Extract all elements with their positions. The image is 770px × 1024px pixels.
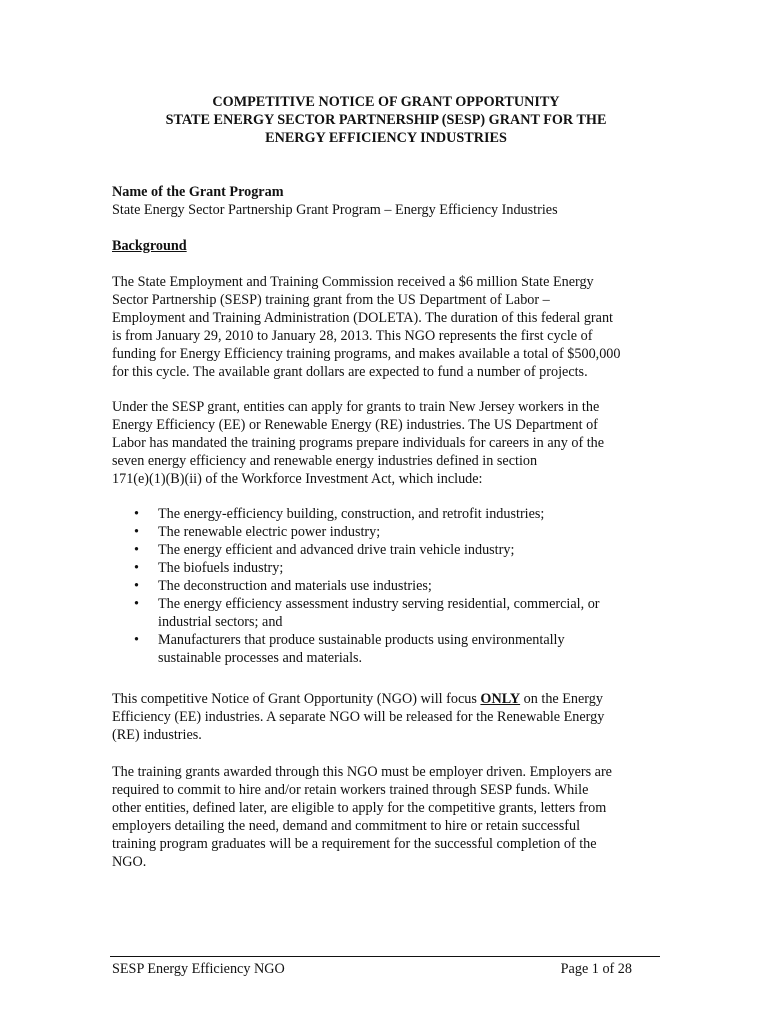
paragraph-line: training program graduates will be a requirement for the successful completion of the (112, 836, 597, 852)
paragraph-line (112, 690, 652, 708)
paragraph-line: employers detailing the need, demand and commitment to hire or retain successful (112, 818, 581, 834)
bullet-icon: • (134, 524, 139, 540)
paragraph-line: Employment and Training Administration (DOLETA). The duration of this federal grant (112, 310, 613, 326)
list-item-text: The energy efficient and advanced drive train vehicle industry; (158, 542, 515, 558)
paragraph-line: The training grants awarded through this NGO must be employer driven. Employers are (112, 764, 612, 780)
bullet-icon: • (134, 506, 139, 522)
title-line-2: STATE ENERGY SECTOR PARTNERSHIP (SESP) GRANT FOR THE (165, 112, 607, 128)
paragraph-line: (RE) industries. (112, 727, 202, 743)
background-paragraph-4 (112, 763, 652, 871)
emphasis-only: ONLY (480, 691, 521, 707)
list-item-text: The energy-efficiency building, construction, and retrofit industries; (158, 506, 545, 522)
background-paragraph-3 (112, 690, 652, 744)
paragraph-line: NGO. (112, 854, 147, 870)
list-item (112, 523, 672, 541)
background-paragraph-1 (112, 273, 652, 381)
paragraph-line: Sector Partnership (SESP) training grant from the US Department of Labor – (112, 292, 550, 308)
list-item (112, 631, 672, 667)
paragraph-line: The State Employment and Training Commission received a $6 million State Energy (112, 274, 594, 290)
document-title (100, 93, 672, 147)
list-item (112, 559, 672, 577)
list-item (112, 595, 672, 631)
bullet-icon: • (134, 542, 139, 558)
footer-document-name: SESP Energy Efficiency NGO (112, 961, 285, 977)
paragraph-line: Efficiency (EE) industries. A separate NGO will be released for the Renewable Energy (112, 709, 605, 725)
paragraph-line: for this cycle. The available grant dollars are expected to fund a number of projects. (112, 364, 588, 380)
paragraph-line: seven energy efficiency and renewable energy industries defined in section (112, 453, 538, 469)
paragraph-line: funding for Energy Efficiency training programs, and makes available a total of $500,000 (112, 346, 621, 362)
background-paragraph-2 (112, 398, 652, 488)
paragraph-line: 171(e)(1)(B)(ii) of the Workforce Investment Act, which include: (112, 471, 483, 487)
paragraph-line: required to commit to hire and/or retain workers trained through SESP funds. While (112, 782, 589, 798)
paragraph-line: other entities, defined later, are eligible to apply for the competitive grants, letters from (112, 800, 607, 816)
title-line-1: COMPETITIVE NOTICE OF GRANT OPPORTUNITY (212, 94, 560, 110)
list-item-text: The energy efficiency assessment industry serving residential, commercial, or (158, 596, 600, 612)
footer-divider (110, 956, 660, 957)
list-item-text: Manufacturers that produce sustainable products using environmentally (158, 632, 565, 648)
para3-pre: This competitive Notice of Grant Opportunity (NGO) will focus (112, 691, 481, 707)
program-heading: Name of the Grant Program (112, 184, 284, 200)
bullet-icon: • (134, 596, 139, 612)
background-heading: Background (112, 238, 187, 254)
list-item-text: The renewable electric power industry; (158, 524, 381, 540)
program-name: State Energy Sector Partnership Grant Program – Energy Efficiency Industries (112, 202, 558, 218)
paragraph-line: Under the SESP grant, entities can apply for grants to train New Jersey workers in the (112, 399, 600, 415)
list-item-text: sustainable processes and materials. (158, 650, 363, 666)
bullet-icon: • (134, 632, 139, 648)
paragraph-line: is from January 29, 2010 to January 28, 2013. This NGO represents the first cycle of (112, 328, 593, 344)
program-section (112, 183, 652, 219)
paragraph-line: Labor has mandated the training programs prepare individuals for careers in any of the (112, 435, 605, 451)
footer-page-number: Page 1 of 28 (560, 961, 632, 977)
title-line-3: ENERGY EFFICIENCY INDUSTRIES (265, 130, 507, 146)
list-item (112, 577, 672, 595)
list-item (112, 505, 672, 523)
list-item-text: industrial sectors; and (158, 614, 283, 630)
industry-list (112, 505, 672, 667)
list-item-text: The deconstruction and materials use industries; (158, 578, 432, 594)
background-heading-wrap (112, 237, 652, 255)
para3-post: on the Energy (520, 691, 603, 707)
list-item (112, 541, 672, 559)
paragraph-line: Energy Efficiency (EE) or Renewable Energy (RE) industries. The US Department of (112, 417, 598, 433)
list-item-text: The biofuels industry; (158, 560, 284, 576)
bullet-icon: • (134, 578, 139, 594)
bullet-icon: • (134, 560, 139, 576)
